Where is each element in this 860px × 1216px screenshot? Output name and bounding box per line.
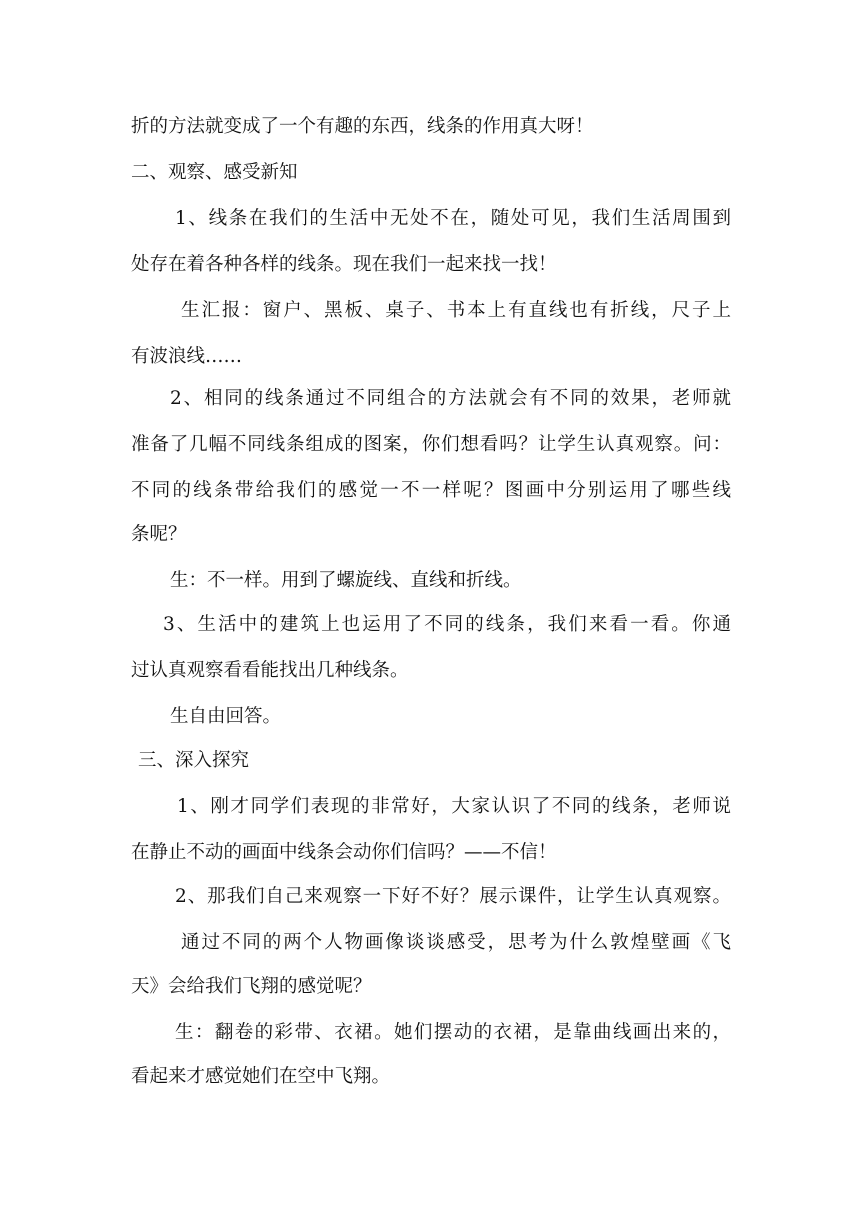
text-line-6: 有波浪线…… xyxy=(131,346,243,367)
text-line-4: 处存在着各种各样的线条。现在我们一起来找一找！ xyxy=(131,254,557,275)
text-line-14: 生自由回答。 xyxy=(170,706,282,727)
text-line-8: 准备了几幅不同线条组成的图案，你们想看吗？让学生认真观察。问： xyxy=(131,434,731,455)
text-line-21: 生：翻卷的彩带、衣裙。她们摆动的衣裙，是靠曲线画出来的， xyxy=(175,1022,731,1043)
text-line-17: 在静止不动的画面中线条会动你们信吗？——不信！ xyxy=(131,842,557,863)
text-line-18: 2、那我们自己来观察一下好不好？展示课件，让学生认真观察。 xyxy=(175,886,731,907)
text-line-5: 生汇报：窗户、黑板、桌子、书本上有直线也有折线，尺子上 xyxy=(181,300,731,321)
text-line-7: 2、相同的线条通过不同组合的方法就会有不同的效果，老师就 xyxy=(170,388,731,409)
text-line-3: 1、线条在我们的生活中无处不在，随处可见，我们生活周围到 xyxy=(175,208,731,229)
text-line-12: 3、生活中的建筑上也运用了不同的线条，我们来看一看。你通 xyxy=(163,614,731,635)
text-line-22: 看起来才感觉她们在空中飞翔。 xyxy=(131,1066,391,1087)
section-heading-3: 三、深入探究 xyxy=(138,750,250,771)
text-line-13: 过认真观察看看能找出几种线条。 xyxy=(131,660,409,681)
text-line-1: 折的方法就变成了一个有趣的东西，线条的作用真大呀！ xyxy=(131,116,594,137)
text-line-11: 生：不一样。用到了螺旋线、直线和折线。 xyxy=(170,570,522,591)
text-line-9: 不同的线条带给我们的感觉一不一样呢？图画中分别运用了哪些线 xyxy=(131,480,731,501)
text-line-16: 1、刚才同学们表现的非常好，大家认识了不同的线条，老师说 xyxy=(177,796,731,817)
text-line-19: 通过不同的两个人物画像谈谈感受，思考为什么敦煌壁画《飞 xyxy=(181,932,731,953)
section-heading-2: 二、观察、感受新知 xyxy=(131,162,298,183)
text-line-20: 天》会给我们飞翔的感觉呢？ xyxy=(131,976,372,997)
text-line-10: 条呢？ xyxy=(131,524,187,545)
